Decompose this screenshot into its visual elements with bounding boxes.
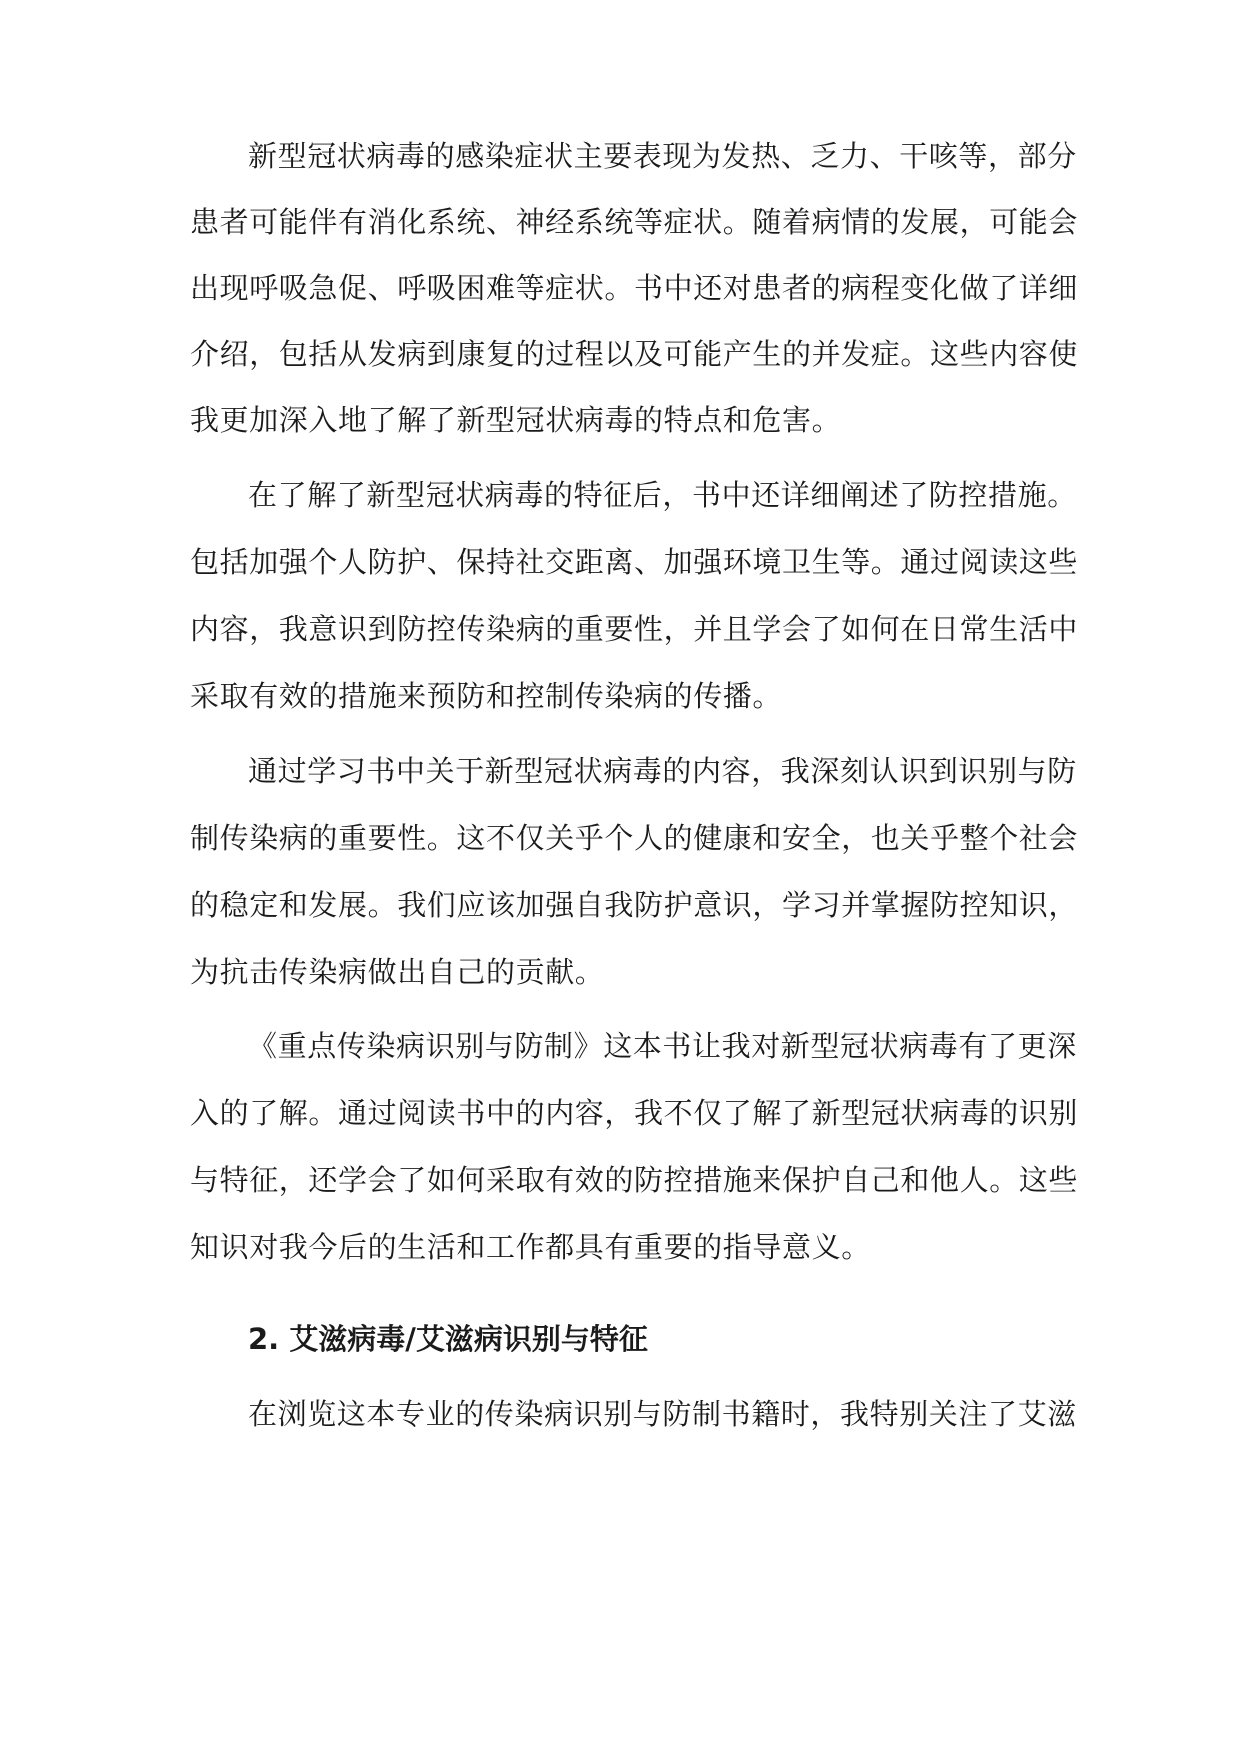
paragraph-1-line-2: 患者可能伴有消化系统、神经系统等症状。随着病情的发展，可能会 (190, 205, 1079, 239)
paragraph-3-line-1: 通过学习书中关于新型冠状病毒的内容，我深刻认识到识别与防 (248, 754, 1077, 788)
paragraph-1-line-3: 出现呼吸急促、呼吸困难等症状。书中还对患者的病程变化做了详细 (190, 271, 1079, 305)
paragraph-1-line-5: 我更加深入地了解了新型冠状病毒的特点和危害。 (190, 403, 842, 437)
paragraph-4-line-3: 与特征，还学会了如何采取有效的防控措施来保护自己和他人。这些 (190, 1163, 1079, 1197)
paragraph-4-line-1: 《重点传染病识别与防制》这本书让我对新型冠状病毒有了更深 (248, 1029, 1077, 1063)
paragraph-3-line-3: 的稳定和发展。我们应该加强自我防护意识，学习并掌握防控知识， (190, 888, 1079, 922)
paragraph-3-line-2: 制传染病的重要性。这不仅关乎个人的健康和安全，也关乎整个社会 (190, 821, 1079, 855)
paragraph-4-line-4: 知识对我今后的生活和工作都具有重要的指导意义。 (190, 1230, 871, 1264)
paragraph-2-line-1: 在了解了新型冠状病毒的特征后，书中还详细阐述了防控措施。 (248, 478, 1077, 512)
paragraph-1-line-4: 介绍，包括从发病到康复的过程以及可能产生的并发症。这些内容使 (190, 337, 1079, 371)
section-heading: 2. 艾滋病毒/艾滋病识别与特征 (248, 1322, 648, 1356)
paragraph-2-line-4: 采取有效的措施来预防和控制传染病的传播。 (190, 679, 783, 713)
paragraph-2-line-3: 内容，我意识到防控传染病的重要性，并且学会了如何在日常生活中 (190, 612, 1079, 646)
paragraph-3-line-4: 为抗击传染病做出自己的贡献。 (190, 955, 605, 989)
paragraph-2-line-2: 包括加强个人防护、保持社交距离、加强环境卫生等。通过阅读这些 (190, 545, 1079, 579)
paragraph-1-line-1: 新型冠状病毒的感染症状主要表现为发热、乏力、干咳等，部分 (248, 139, 1077, 173)
paragraph-5-line-1: 在浏览这本专业的传染病识别与防制书籍时，我特别关注了艾滋 (248, 1397, 1077, 1431)
paragraph-4-line-2: 入的了解。通过阅读书中的内容，我不仅了解了新型冠状病毒的识别 (190, 1096, 1079, 1130)
